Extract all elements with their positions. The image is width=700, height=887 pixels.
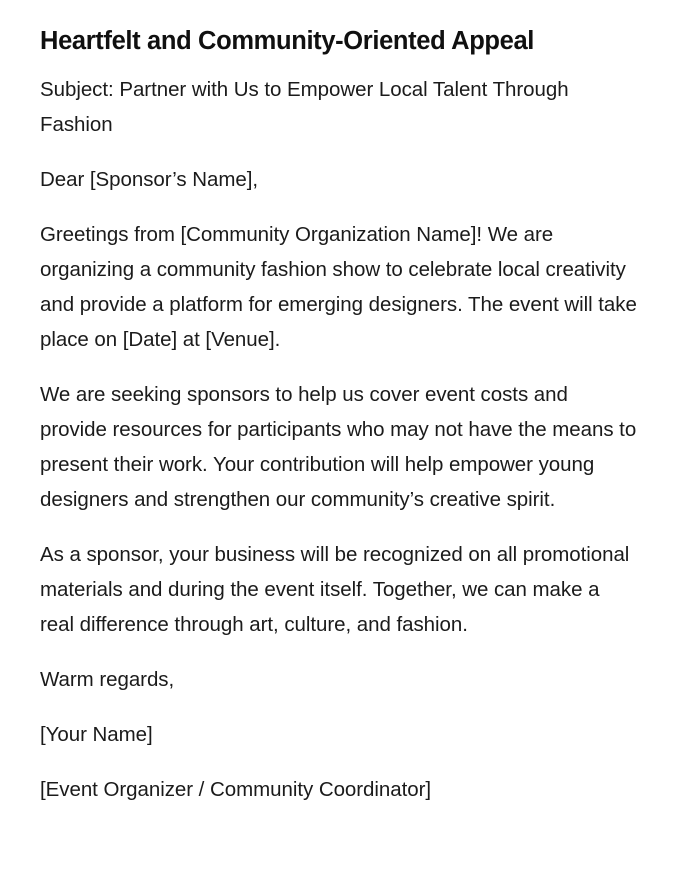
body-paragraph-3: As a sponsor, your business will be recognized on all promotional materials and during the event itself. Together, we can make a real difference through art, culture, and fashion. — [40, 543, 630, 636]
page-title: Heartfelt and Community-Oriented Appeal — [40, 27, 535, 55]
salutation: Dear [Sponsor’s Name], — [40, 168, 259, 191]
closing-line: Warm regards, — [40, 668, 175, 691]
body-paragraph-2: We are seeking sponsors to help us cover event costs and provide resources for participants who may not have the means to present their work. Your contribution will help empower young designers and strengthen our community’s creative spirit. — [40, 383, 637, 511]
signature-name: [Your Name] — [40, 723, 153, 746]
subject-line: Subject: Partner with Us to Empower Local Talent Through Fashion — [40, 78, 569, 136]
signature-role: [Event Organizer / Community Coordinator] — [40, 778, 432, 801]
body-paragraph-1: Greetings from [Community Organization Name]! We are organizing a community fashion show to celebrate local creativity and provide a platform for emerging designers. The event will take place on [Date] at [Venue]. — [40, 223, 637, 351]
